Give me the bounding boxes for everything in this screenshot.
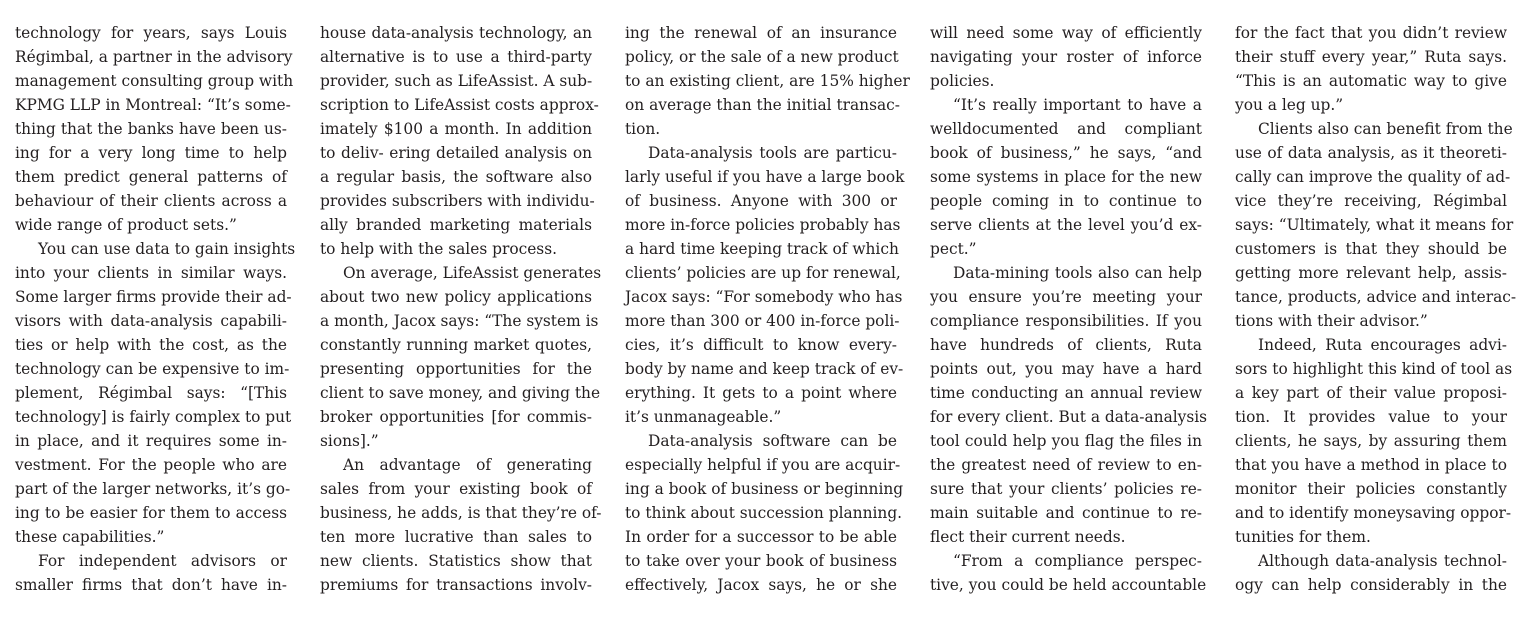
text-line: You can use data to gain insights [38,240,296,258]
text-line: use of data analysis, as it theoreti- [1235,144,1507,162]
text-line: technology for years, says Louis [15,24,287,42]
text-line: On average, LifeAssist generates [343,264,602,282]
text-line: especially helpful if you are acquir- [625,456,901,474]
text-line: welldocumented and compliant [930,120,1202,138]
text-line: will need some way of efficiently [930,24,1202,42]
text-line: ally branded marketing materials [320,216,592,234]
text-line: erything. It gets to a point where [625,384,897,402]
text-line: for every client. But a data-analysis [930,408,1208,426]
text-line: these capabilities.” [15,528,165,546]
text-line: For independent advisors or [38,552,287,570]
text-line: the greatest need of review to en- [930,456,1202,474]
text-line: monitor their policies constantly [1235,480,1507,498]
text-line: “It’s really important to have a [953,96,1202,114]
text-line: it’s unmanageable.” [625,408,782,426]
text-line: new clients. Statistics show that [320,552,592,570]
text-line: into your clients in similar ways. [15,264,287,282]
text-line: cally can improve the quality of ad- [1235,168,1511,186]
text-line: alternative is to use a third-party [320,48,592,66]
text-line: ing a book of business or beginning [625,480,904,498]
text-line: a month, Jacox says: “The system is [320,312,599,330]
text-line: main suitable and continue to re- [930,504,1202,522]
text-line: wide range of product sets.” [15,216,237,234]
text-line: them predict general patterns of [15,168,287,186]
text-line: Indeed, Ruta encourages advi- [1258,336,1507,354]
text-line: management consulting group with [15,72,294,90]
text-line: tunities for them. [1235,528,1371,546]
text-line: tion. [625,120,661,138]
text-column-1 [15,21,296,597]
text-line: time conducting an annual review [930,384,1202,402]
text-line: An advantage of generating [343,456,592,474]
text-line: compliance responsibilities. If you [930,312,1202,330]
text-line: getting more relevant help, assis- [1235,264,1507,282]
text-line: Some larger firms provide their ad- [15,288,292,306]
text-line: a regular basis, the software also [320,168,592,186]
text-line: constantly running market quotes, [320,336,592,354]
text-line: you a leg up.” [1235,96,1344,114]
text-line: policies. [930,72,995,90]
text-line: cies, it’s difficult to know every- [625,336,897,354]
text-line: and to identify moneysaving oppor- [1235,504,1512,522]
text-line: navigating your roster of inforce [930,48,1202,66]
text-line: technology can be expensive to im- [15,360,290,378]
text-column-4 [930,21,1208,597]
text-line: technology] is fairly complex to put [15,408,292,426]
text-line: In order for a successor to be able [625,528,897,546]
text-line: ing to be easier for them to access [15,504,287,522]
text-line: a key part of their value proposi- [1235,384,1507,402]
text-line: sors to highlight this kind of tool as [1235,360,1513,378]
text-column-2 [320,21,602,597]
text-line: points out, you may have a hard [930,360,1202,378]
text-line: tool could help you flag the files in [930,432,1202,450]
text-line: ing the renewal of an insurance [625,24,897,42]
text-line: “This is an automatic way to give [1235,72,1507,90]
text-line: that you have a method in place to [1235,456,1507,474]
text-line: thing that the banks have been us- [15,120,287,138]
text-line: clients’ policies are up for renewal, [625,264,901,282]
text-column-5 [1235,21,1517,597]
text-line: on average than the initial transac- [625,96,900,114]
text-line: clients, he says, by assuring them [1235,432,1507,450]
text-line: to an existing client, are 15% higher [625,72,910,90]
text-line: ing for a very long time to help [15,144,287,162]
text-line: their stuff every year,” Ruta says. [1235,48,1507,66]
text-line: to take over your book of business [625,552,897,570]
text-line: a hard time keeping track of which [625,240,899,258]
text-line: sales from your existing book of [320,480,592,498]
text-line: Data-analysis tools are particu- [648,144,897,162]
text-line: says: “Ultimately, what it means for [1235,216,1514,234]
text-line: of business. Anyone with 300 or [625,192,897,210]
text-line: Data-mining tools also can help [953,264,1202,282]
text-line: house data-analysis technology, an [320,24,592,42]
text-line: part of the larger networks, it’s go- [15,480,291,498]
text-line: to think about succession planning. [625,504,903,522]
text-line: ties or help with the cost, as the [15,336,287,354]
text-line: imately $100 a month. In addition [320,120,592,138]
text-line: broker opportunities [for commis- [320,408,592,426]
text-line: body by name and keep track of ev- [625,360,904,378]
text-line: business, he adds, is that they’re of- [320,504,602,522]
text-line: sure that your clients’ policies re- [930,480,1202,498]
text-line: to deliv- ering detailed analysis on [320,144,592,162]
text-column-3 [625,21,910,597]
text-line: scription to LifeAssist costs approx- [320,96,599,114]
text-line: tion. It provides value to your [1235,408,1507,426]
text-line: vice they’re receiving, Régimbal [1235,192,1507,210]
text-line: premiums for transactions involv- [320,576,592,594]
text-line: ogy can help considerably in the [1235,576,1507,594]
text-line: ten more lucrative than sales to [320,528,592,546]
text-line: you ensure you’re meeting your [930,288,1202,306]
text-line: effectively, Jacox says, he or she [625,576,897,594]
text-line: tions with their advisor.” [1235,312,1428,330]
text-line: KPMG LLP in Montreal: “It’s some- [15,96,291,114]
text-line: some systems in place for the new [930,168,1202,186]
text-line: visors with data-analysis capabili- [15,312,287,330]
text-line: Régimbal, a partner in the advisory [15,48,293,66]
text-line: flect their current needs. [930,528,1126,546]
text-line: Data-analysis software can be [648,432,897,450]
text-line: sions].” [320,432,379,450]
text-line: pect.” [930,240,977,258]
text-line: vestment. For the people who are [15,456,287,474]
text-line: Although data-analysis technol- [1258,552,1507,570]
text-line: presenting opportunities for the [320,360,592,378]
text-line: “From a compliance perspec- [953,552,1202,570]
text-line: people coming in to continue to [930,192,1202,210]
text-line: book of business,” he says, “and [930,144,1202,162]
text-line: about two new policy applications [320,288,592,306]
text-line: provider, such as LifeAssist. A sub- [320,72,593,90]
text-line: client to save money, and giving the [320,384,601,402]
text-line: provides subscribers with individu- [320,192,595,210]
text-line: customers is that they should be [1235,240,1507,258]
text-line: more than 300 or 400 in-force poli- [625,312,900,330]
text-line: Jacox says: “For somebody who has [625,288,903,306]
text-line: tance, products, advice and interac- [1235,288,1517,306]
text-line: Clients also can benefit from the [1258,120,1513,138]
text-line: serve clients at the level you’d ex- [930,216,1202,234]
text-line: policy, or the sale of a new product [625,48,899,66]
text-line: in place, and it requires some in- [15,432,287,450]
text-line: smaller firms that don’t have in- [15,576,287,594]
text-line: plement, Régimbal says: “[This [15,384,287,402]
text-line: to help with the sales process. [320,240,557,258]
text-line: behaviour of their clients across a [15,192,287,210]
text-line: tive, you could be held accountable [930,576,1207,594]
text-line: for the fact that you didn’t review [1235,24,1507,42]
text-line: more in-force policies probably has [625,216,901,234]
text-line: have hundreds of clients, Ruta [930,336,1202,354]
text-line: larly useful if you have a large book [625,168,905,186]
